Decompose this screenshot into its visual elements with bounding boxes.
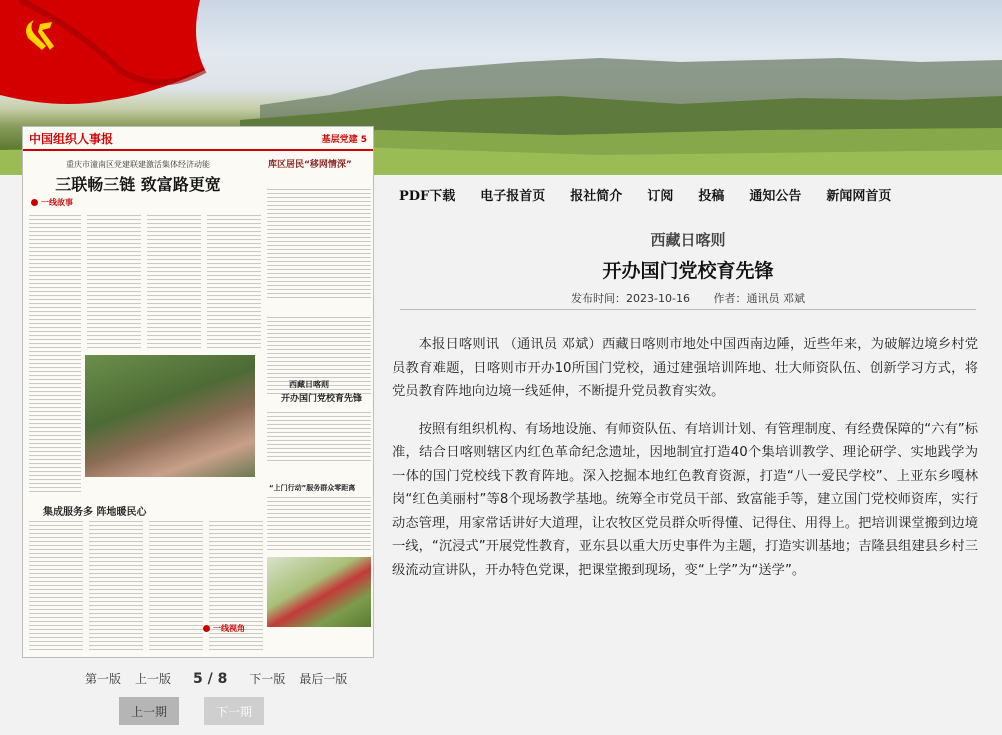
nav-submit[interactable]: 投稿 xyxy=(698,189,725,204)
article-date: 发布时间：2023-10-16 xyxy=(571,292,690,305)
page-navigator xyxy=(85,670,347,687)
paper-lead-kicker: 重庆市潼南区党建联建激活集体经济动能 xyxy=(66,160,210,169)
paper-text-column xyxy=(207,215,261,350)
newspaper-page-thumbnail[interactable] xyxy=(22,126,374,658)
paper-section-label: 基层党建 5 xyxy=(321,134,367,145)
paper-text-column xyxy=(267,497,371,552)
paper-text-column xyxy=(147,215,201,350)
article-body xyxy=(392,333,978,596)
paper-masthead: 中国组织人事报 xyxy=(29,131,114,146)
paper-right-headline: 库区居民“移网情深” xyxy=(268,160,352,170)
first-page-link[interactable]: 第一版 xyxy=(85,672,122,686)
paper-text-column xyxy=(149,521,203,651)
paper-text-column xyxy=(29,215,81,495)
paper-story3-title: 开办国门党校育先锋 xyxy=(281,394,363,404)
paper-text-column xyxy=(267,189,371,299)
article-kicker: 西藏日喀则 xyxy=(650,231,726,249)
prev-issue-button[interactable]: 上一期 xyxy=(119,697,179,725)
nav-pdf-download[interactable]: PDF下载 xyxy=(399,189,456,204)
paper-text-column xyxy=(87,215,141,350)
next-page-link[interactable]: 下一版 xyxy=(249,672,286,686)
article-paragraph: 按照有组织机构、有场地设施、有师资队伍、有培训计划、有管理制度、有经费保障的“六有”标准，结合日喀则辖区内红色革命纪念遗址，因地制宜打造40个集培训教学、理论研学、实地践学为一体的国门党校线下教育阵地。深入挖掘本地红色教育资源，打造“八一爱民学校”、上亚东乡嘎林岗“红色美丽村”等8个现场教学基地。统筹全市党员干部、致富能手等，建立国门党校师资库，实行动态管理，用家常话讲好大道理，让农牧区党员群众听得懂、记得住、用得上。把培训课堂搬到边境一线，“沉浸式”开展党性教育，亚东县以重大历史事件为主题，打造实训基地；吉隆县组建县乡村三级流动宣讲队，开办特色党课，把课堂搬到现场，变“上学”为“送学”。 xyxy=(392,421,978,578)
next-issue-button[interactable]: 下一期 xyxy=(204,697,264,725)
paper-tag-1: 一线故事 xyxy=(41,198,73,207)
nav-subscribe[interactable]: 订阅 xyxy=(647,189,674,204)
red-bullet-icon xyxy=(31,199,38,206)
paper-text-column xyxy=(267,412,371,462)
paper-text-column xyxy=(29,521,83,651)
article-title: 开办国门党校育先锋 xyxy=(602,260,774,282)
page-indicator: 5 / 8 xyxy=(193,670,228,687)
red-bullet-icon xyxy=(203,625,210,632)
paper-story2-title: 集成服务多 阵地暖民心 xyxy=(43,507,147,518)
nav-notices[interactable]: 通知公告 xyxy=(749,189,802,204)
paper-lead-headline: 三联畅三链 致富路更宽 xyxy=(55,175,221,194)
article-author: 作者：通讯员 邓斌 xyxy=(713,292,805,305)
paper-text-column xyxy=(89,521,143,651)
paper-story4-title: “上门行动”服务群众零距离 xyxy=(269,484,356,492)
article-meta xyxy=(400,290,976,306)
article-paragraph: 本报日喀则讯 （通讯员 邓斌）西藏日喀则市地处中国西南边陲，近些年来，为破解边境乡村党员教育难题，日喀则市开办10所国门党校，通过建强培训阵地、壮大师资队伍、创新学习方式，将党员教育阵地向边境一线延伸，不断提升党员教育实效。 xyxy=(392,337,978,399)
nav-about[interactable]: 报社简介 xyxy=(570,189,623,204)
last-page-link[interactable]: 最后一版 xyxy=(299,672,348,686)
paper-photo-elders xyxy=(85,355,255,477)
paper-header xyxy=(23,127,373,151)
divider xyxy=(400,309,976,310)
paper-story3-kicker: 西藏日喀则 xyxy=(289,380,329,389)
top-nav xyxy=(399,185,916,204)
prev-page-link[interactable]: 上一版 xyxy=(135,672,172,686)
party-flag-image xyxy=(0,0,210,120)
nav-news-home[interactable]: 新闻网首页 xyxy=(826,189,892,204)
nav-epaper-home[interactable]: 电子报首页 xyxy=(480,189,546,204)
paper-tag-2: 一线视角 xyxy=(213,624,245,633)
paper-photo-garden xyxy=(267,557,371,627)
